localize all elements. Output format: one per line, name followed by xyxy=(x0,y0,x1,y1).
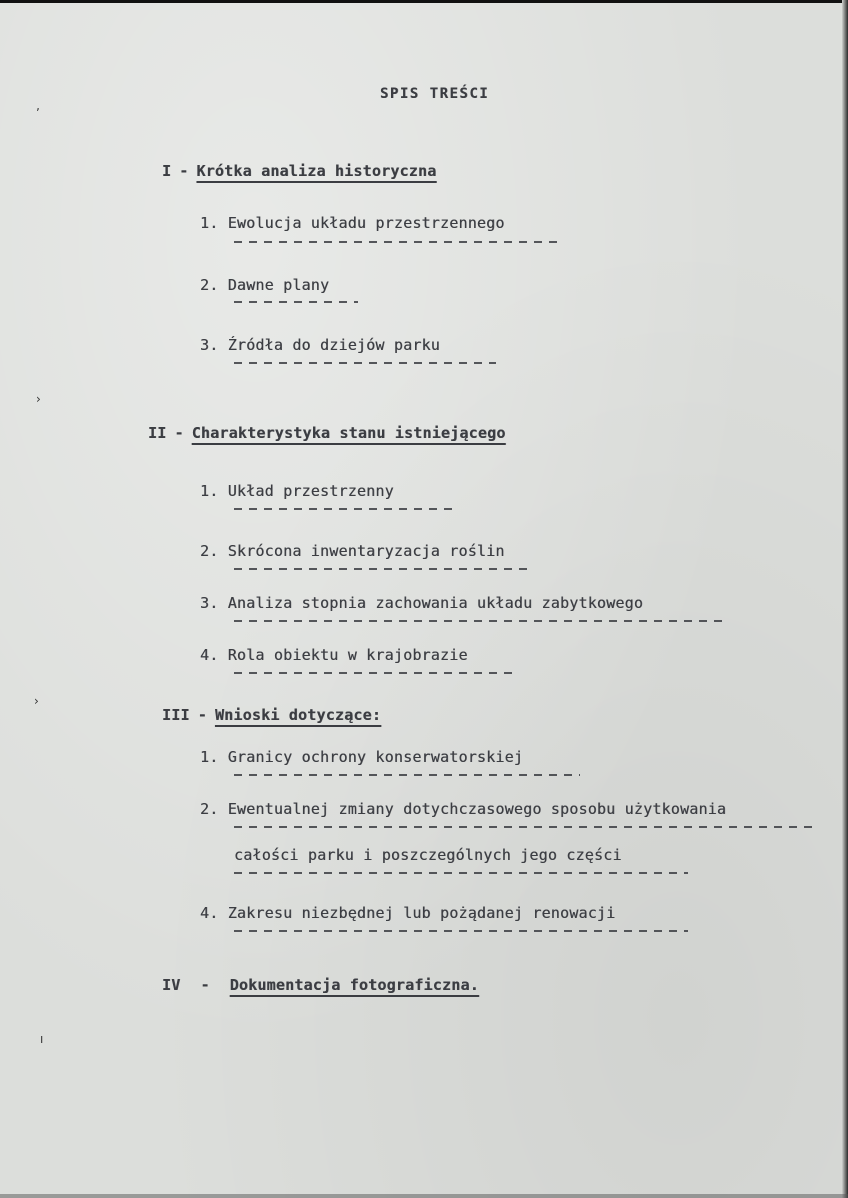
section-heading-3 xyxy=(162,706,381,724)
scan-mark: ʼ xyxy=(36,106,40,120)
scan-mark: ı xyxy=(40,1032,44,1046)
dashed-underline xyxy=(234,672,516,674)
item-number: 4. xyxy=(200,904,219,922)
toc-item xyxy=(200,748,523,766)
item-text: Układ przestrzenny xyxy=(227,482,394,500)
dashed-underline xyxy=(234,508,456,510)
item-number: 3. xyxy=(200,336,219,354)
item-text: Ewolucja układu przestrzennego xyxy=(227,214,505,232)
scan-edge-bottom xyxy=(0,1194,848,1198)
section-title: Charakterystyka stanu istniejącego xyxy=(191,424,506,442)
toc-item xyxy=(200,336,440,354)
item-text: Rola obiektu w krajobrazie xyxy=(227,646,468,664)
item-text: Dawne plany xyxy=(227,276,330,294)
dashed-underline xyxy=(234,301,358,303)
scan-edge-right xyxy=(842,0,848,1198)
dashed-underline xyxy=(234,930,688,932)
section-separator: - xyxy=(197,706,207,724)
section-title: Wnioski dotyczące: xyxy=(214,706,382,724)
item-text: Ewentualnej zmiany dotychczasowego sposobu użytkowania xyxy=(227,800,727,818)
section-heading-4 xyxy=(162,976,479,994)
toc-item xyxy=(200,800,726,818)
item-text: Źródła do dziejów parku xyxy=(227,336,441,354)
dashed-underline xyxy=(234,362,496,364)
toc-item xyxy=(200,542,505,560)
scan-edge-top xyxy=(0,0,848,3)
item-text: Granicy ochrony konserwatorskiej xyxy=(227,748,524,766)
section-numeral: IV xyxy=(162,976,181,994)
item-text: Skrócona inwentaryzacja roślin xyxy=(227,542,505,560)
dashed-underline xyxy=(234,826,818,828)
item-text: Analiza stopnia zachowania układu zabytkowego xyxy=(227,594,644,612)
item-number: 2. xyxy=(200,276,219,294)
toc-item xyxy=(200,276,329,294)
item-text: Zakresu niezbędnej lub pożądanej renowacji xyxy=(227,904,616,922)
toc-item xyxy=(200,214,505,232)
section-title: Krótka analiza historyczna xyxy=(196,162,437,180)
section-separator: - xyxy=(174,424,184,442)
item-number: 4. xyxy=(200,646,219,664)
toc-item-continuation: całości parku i poszczególnych jego części xyxy=(234,846,622,864)
item-number: 1. xyxy=(200,748,219,766)
scan-mark: › xyxy=(36,392,41,406)
dashed-underline xyxy=(234,568,528,570)
item-number: 1. xyxy=(200,482,219,500)
section-numeral: II xyxy=(148,424,167,442)
toc-item xyxy=(200,482,394,500)
section-heading-1 xyxy=(162,162,436,180)
section-numeral: III xyxy=(162,706,190,724)
toc-item xyxy=(200,904,615,922)
dashed-underline xyxy=(234,620,728,622)
page-title: SPIS TREŚCI xyxy=(380,86,490,102)
scan-mark: › xyxy=(34,694,39,708)
section-numeral: I xyxy=(162,162,172,180)
item-number: 1. xyxy=(200,214,219,232)
section-separator: - xyxy=(200,976,210,994)
dashed-underline xyxy=(234,774,580,776)
dashed-underline xyxy=(234,241,558,243)
dashed-underline xyxy=(234,872,688,874)
toc-item xyxy=(200,646,468,664)
section-title: Dokumentacja fotograficzna. xyxy=(229,976,479,994)
item-number: 2. xyxy=(200,542,219,560)
section-heading-2 xyxy=(148,424,506,442)
item-number: 3. xyxy=(200,594,219,612)
toc-item xyxy=(200,594,643,612)
item-number: 2. xyxy=(200,800,219,818)
section-separator: - xyxy=(179,162,189,180)
